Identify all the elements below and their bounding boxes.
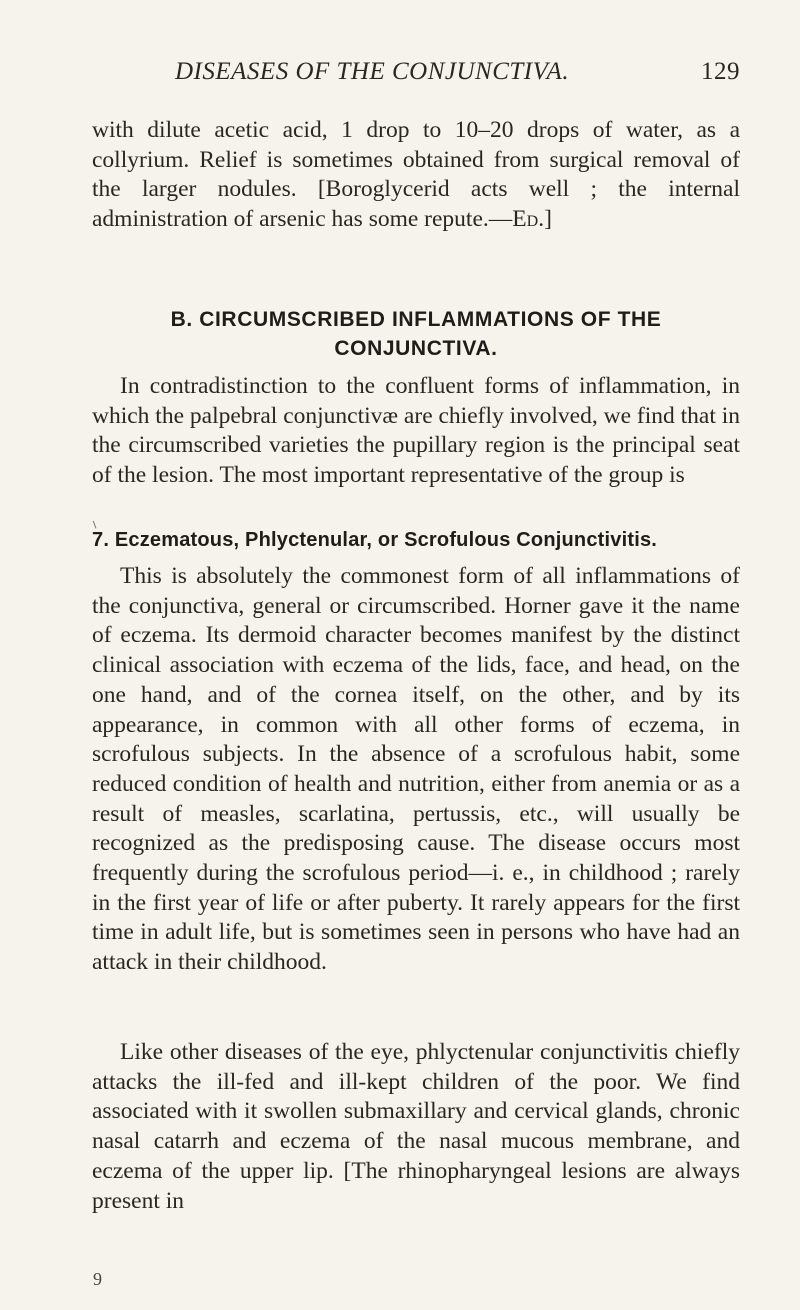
section-heading-b-line1: B. CIRCUMSCRIBED INFLAMMATIONS OF THE: [170, 308, 662, 331]
paragraph-etiology: [92, 1038, 740, 1216]
page-number: 129: [701, 58, 740, 85]
paragraph-text: This is absolutely the commonest form of all inflammations of the conjunctiva, general or circumscribed. Horner gave it the name of eczema. Its dermoid character becomes manifest by the distinct clinical association with eczema of the lids, face, and head, on the one hand, and of the cornea itself, on the other, and by its appearance, in common with all other forms of eczema, in scrofulous subjects. In the absence of a scrofulous habit, some reduced condition of health and nutrition, either from anemia or as a result of measles, scarlatina, pertussis, etc., will usually be recognized as the predisposing cause. The disease occurs most frequently during the scrofulous period—i. e., in childhood ; rarely in the first year of life or after puberty. It rarely appears for the first time in adult life, but is sometimes seen in persons who have had an attack in their childhood.: [92, 563, 740, 976]
running-head: [175, 58, 740, 92]
signature-mark: 9: [93, 1269, 102, 1289]
paragraph-body: with dilute acetic acid, 1 drop to 10–20 drops of water, as a collyrium. Relief is sometimes obtained from surgical removal of the larger nodules. [Boroglycerid acts well ; the internal administration of arsenic has some repute.—: [92, 117, 740, 233]
section-heading-b-line2: CONJUNCTIVA.: [334, 337, 498, 360]
paragraph-text: [92, 116, 740, 235]
paragraph-continuation: [92, 116, 740, 235]
paragraph-text: In contradistinction to the confluent forms of inflammation, in which the palpebral conjunctivæ are chiefly involved, we find that in the circumscribed varieties the pupillary region is the principal seat of the lesion. The most important representative of the group is: [92, 373, 741, 489]
paragraph-introduction: [92, 372, 740, 491]
running-head-title: DISEASES OF THE CONJUNCTIVA.: [175, 58, 570, 85]
closing-bracket: ]: [544, 206, 552, 233]
editor-abbreviation: Ed.: [512, 206, 545, 233]
paragraph-description: [92, 562, 740, 978]
paragraph-text: Like other diseases of the eye, phlyctenular conjunctivitis chiefly attacks the ill-fed and ill-kept children of the poor. We find associated with it swollen submaxillary and cervical glands, chronic nasal catarrh and eczema of the nasal mucous membrane, and eczema of the upper lip. [The rhinopharyngeal lesions are always present in: [92, 1039, 740, 1214]
subsection-heading-7: 7. Eczematous, Phlyctenular, or Scrofulous Conjunctivitis.: [92, 529, 658, 551]
